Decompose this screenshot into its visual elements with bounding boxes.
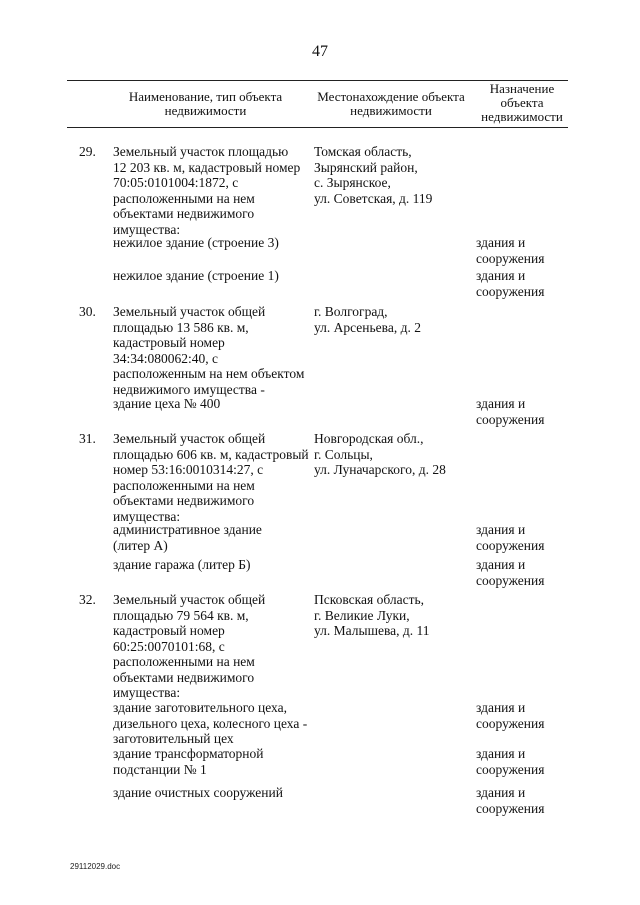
text-line: площадью 606 кв. м, кадастровый: [113, 446, 309, 462]
entry-land-description: [113, 431, 309, 524]
sub-object-name: [113, 396, 220, 412]
text-line: здания и: [476, 268, 526, 283]
sub-object-name: [113, 746, 264, 777]
text-line: ул. Малышева, д. 11: [314, 623, 430, 638]
header-text: недвижимости: [164, 103, 247, 118]
text-line: объектами недвижимого: [113, 669, 255, 685]
text-line: (литер А): [113, 537, 168, 553]
text-line: объектами недвижимого: [113, 493, 255, 508]
header-purpose-column: [474, 82, 570, 124]
text-line: Земельный участок общей: [113, 431, 266, 446]
text-line: Новгородская обл.,: [314, 431, 424, 446]
text-line: ул. Советская, д. 119: [314, 190, 433, 206]
text-line: расположенными на нем: [113, 477, 255, 493]
text-line: здание заготовительного цеха,: [113, 700, 287, 715]
text-line: расположенными на нем: [113, 190, 255, 206]
text-line: Псковская область,: [314, 592, 425, 607]
entry-land-description: [113, 592, 265, 701]
text-line: административное здание: [113, 522, 262, 537]
text-line: г. Великие Луки,: [314, 607, 410, 623]
text-line: сооружения: [476, 250, 545, 266]
text-line: здание гаража (литер Б): [113, 557, 251, 572]
entry-location: [314, 304, 421, 335]
header-text: недвижимости: [350, 103, 432, 118]
text-line: здания и: [476, 785, 526, 800]
sub-object-purpose: [476, 268, 544, 299]
text-line: здание очистных сооружений: [113, 785, 283, 800]
header-text: Назначение: [489, 81, 555, 96]
text-line: здания и: [476, 700, 526, 715]
text-line: здания и: [476, 396, 526, 411]
sub-object-name: [113, 235, 279, 251]
text-line: расположенным на нем объектом: [113, 366, 305, 381]
entry-location: [314, 431, 446, 478]
header-text: недвижимости: [481, 109, 563, 124]
sub-object-purpose: [476, 557, 544, 588]
text-line: здания и: [476, 746, 526, 761]
text-line: недвижимого имущества -: [113, 381, 265, 397]
text-line: кадастровый номер: [113, 335, 225, 350]
text-line: кадастровый номер: [113, 623, 225, 638]
sub-object-purpose: [476, 746, 544, 777]
text-line: расположенными на нем: [113, 654, 255, 669]
text-line: нежилое здание (строение 3): [113, 235, 279, 250]
text-line: подстанции № 1: [113, 761, 207, 777]
text-line: нежилое здание (строение 1): [113, 268, 279, 283]
text-line: Земельный участок площадью: [113, 144, 289, 159]
header-text: Местонахождение объекта: [317, 89, 465, 104]
entry-location: [314, 592, 430, 639]
sub-object-purpose: [476, 785, 544, 816]
text-line: сооружения: [476, 537, 545, 553]
page-number: 47: [312, 43, 328, 60]
text-line: Земельный участок общей: [113, 304, 266, 319]
text-line: Томская область,: [314, 144, 412, 159]
text-line: сооружения: [476, 411, 545, 427]
text-line: сооружения: [476, 715, 545, 731]
sub-object-purpose: [476, 235, 544, 266]
entry-number: 29.: [79, 144, 96, 159]
entry-land-description: [113, 304, 304, 397]
text-line: имущества:: [113, 685, 181, 700]
text-line: здания и: [476, 235, 526, 250]
header-text: объекта: [500, 95, 544, 110]
sub-object-name: [113, 785, 283, 801]
entry-land-description: [113, 144, 300, 237]
sub-object-name: [113, 268, 279, 284]
text-line: Зырянский район,: [314, 159, 418, 175]
text-line: г. Сольцы,: [314, 446, 373, 462]
header-name-column: [103, 90, 308, 118]
text-line: ул. Арсеньева, д. 2: [314, 319, 421, 335]
sub-object-purpose: [476, 396, 544, 427]
text-line: 70:05:0101004:1872, с: [113, 175, 239, 190]
text-line: сооружения: [476, 572, 545, 588]
sub-object-name: [113, 557, 250, 573]
sub-object-purpose: [476, 700, 544, 731]
text-line: 60:25:0070101:68, с: [113, 638, 225, 654]
text-line: Земельный участок общей: [113, 592, 266, 607]
sub-object-name: [113, 522, 262, 553]
entry-number: 32.: [79, 592, 96, 607]
text-line: заготовительный цех: [113, 731, 234, 746]
text-line: ул. Луначарского, д. 28: [314, 462, 446, 477]
text-line: здания и: [476, 557, 526, 572]
text-line: сооружения: [476, 761, 545, 777]
text-line: 12 203 кв. м, кадастровый номер: [113, 159, 301, 175]
entry-number: 30.: [79, 304, 96, 319]
footer-filename: 29112029.doc: [70, 862, 121, 871]
header-bottom-rule: [67, 127, 568, 128]
text-line: здания и: [476, 522, 526, 537]
text-line: площадью 79 564 кв. м,: [113, 607, 249, 623]
text-line: г. Волгоград,: [314, 304, 388, 319]
text-line: с. Зырянское,: [314, 175, 391, 190]
text-line: 34:34:080062:40, с: [113, 350, 218, 366]
text-line: здание цеха № 400: [113, 396, 221, 411]
header-location-column: [310, 90, 472, 118]
text-line: дизельного цеха, колесного цеха -: [113, 715, 308, 731]
text-line: сооружения: [476, 283, 545, 299]
text-line: имущества:: [113, 221, 181, 237]
entry-number: 31.: [79, 431, 96, 446]
text-line: номер 53:16:0010314:27, с: [113, 462, 264, 477]
text-line: имущества:: [113, 508, 181, 524]
header-text: Наименование, тип объекта: [128, 89, 283, 104]
text-line: здание трансформаторной: [113, 746, 264, 761]
text-line: площадью 13 586 кв. м,: [113, 319, 249, 335]
entry-location: [314, 144, 432, 206]
text-line: объектами недвижимого: [113, 206, 255, 221]
sub-object-name: [113, 700, 307, 747]
text-line: сооружения: [476, 800, 545, 816]
sub-object-purpose: [476, 522, 544, 553]
